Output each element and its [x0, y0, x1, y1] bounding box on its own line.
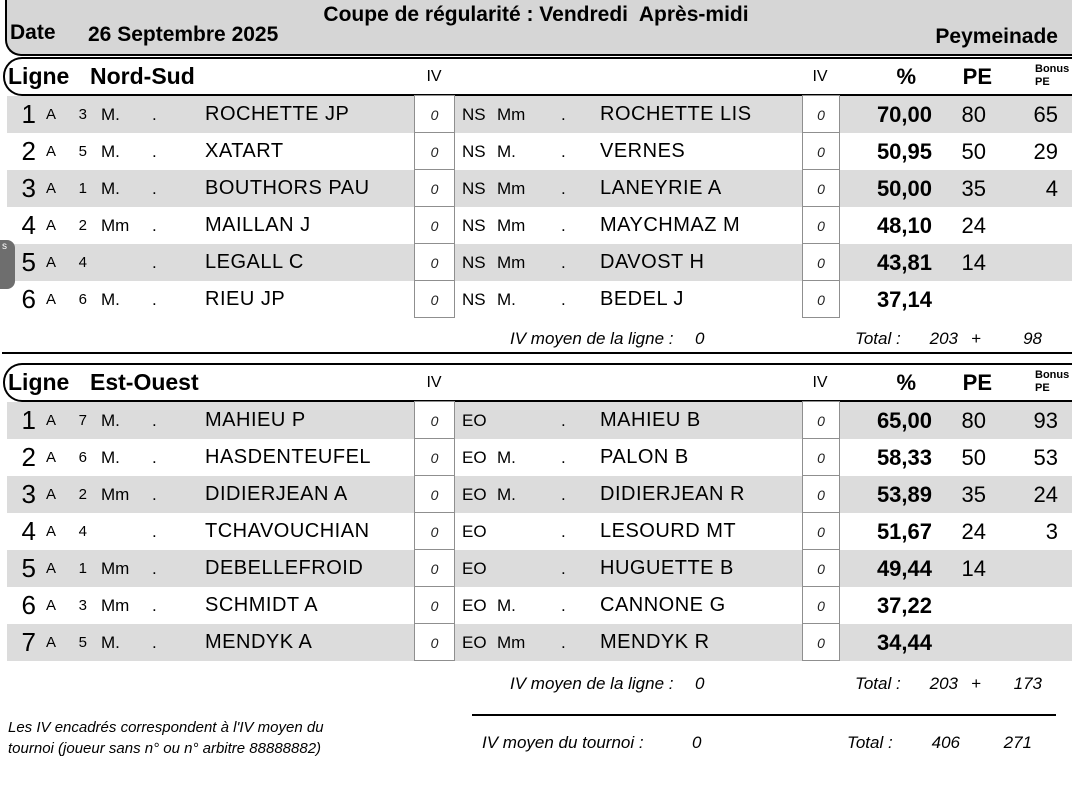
player2-iv-box: 0 [802, 438, 840, 476]
player1-title: Mm [101, 596, 130, 615]
series-letter: A [46, 254, 57, 271]
line-avg-label: IV moyen de la ligne : [510, 674, 674, 693]
player1-iv-box: 0 [414, 549, 455, 587]
result-row [0, 170, 1072, 207]
direction-label: NS [462, 105, 486, 124]
player1-name: XATART [205, 140, 284, 162]
pe-value: 14 [961, 556, 986, 581]
player2-title: M. [497, 290, 516, 309]
col-header-iv1: IV [426, 374, 442, 391]
table-number: 5 [78, 143, 87, 160]
rank-number: 2 [21, 442, 36, 472]
player2-title: Mm [497, 179, 526, 198]
rank-number: 5 [21, 553, 36, 583]
player2-title: M. [497, 448, 516, 467]
table-number: 2 [78, 486, 87, 503]
result-row [0, 513, 1072, 550]
player1-iv-box: 0 [414, 401, 455, 439]
bonus-pe-value: 24 [1033, 482, 1058, 507]
player1-dot: . [152, 253, 157, 272]
direction-label: EO [462, 485, 487, 504]
player2-name: PALON B [600, 446, 689, 468]
series-letter: A [46, 560, 57, 577]
player2-iv-box: 0 [802, 206, 840, 244]
result-row [0, 281, 1072, 318]
player1-name: DEBELLEFROID [205, 557, 364, 579]
player1-dot: . [152, 559, 157, 578]
table-number: 1 [78, 180, 87, 197]
player2-iv-box: 0 [802, 132, 840, 170]
direction-label: EO [462, 522, 487, 541]
direction-label: NS [462, 253, 486, 272]
line-avg-label: IV moyen de la ligne : [510, 329, 674, 348]
rank-number: 4 [21, 210, 36, 240]
player2-dot: . [561, 179, 566, 198]
direction-label: EO [462, 633, 487, 652]
percent-value: 49,44 [876, 556, 932, 581]
date-label: Date [10, 21, 56, 44]
player2-iv-box: 0 [802, 280, 840, 318]
location-label: Peymeinade [935, 25, 1058, 48]
player2-iv-box: 0 [802, 586, 840, 624]
result-row [0, 624, 1072, 661]
pe-value: 80 [961, 102, 986, 127]
player1-iv-box: 0 [414, 623, 455, 661]
player2-title: Mm [497, 633, 526, 652]
player1-iv-box: 0 [414, 512, 455, 550]
bonus-pe-word: PE [1035, 382, 1050, 394]
player1-title: M. [101, 411, 120, 430]
percent-value: 58,33 [876, 445, 932, 470]
line-name: Est-Ouest [90, 369, 199, 395]
line-total-pe: 203 [929, 674, 958, 693]
pe-value: 50 [961, 445, 986, 470]
result-row [0, 244, 1072, 281]
result-row [0, 550, 1072, 587]
player1-iv-box: 0 [414, 206, 455, 244]
player1-title: M. [101, 105, 120, 124]
pe-value: 35 [961, 176, 986, 201]
player2-name: HUGUETTE B [600, 557, 734, 579]
player1-title: M. [101, 633, 120, 652]
line-label: Ligne [8, 369, 70, 395]
line-total-label: Total : [855, 674, 901, 693]
player1-dot: . [152, 411, 157, 430]
result-row [0, 133, 1072, 170]
percent-value: 43,81 [876, 250, 932, 275]
series-letter: A [46, 449, 57, 466]
percent-value: 50,95 [876, 139, 932, 164]
player2-iv-box: 0 [802, 475, 840, 513]
player1-name: MAHIEU P [205, 409, 306, 431]
col-header-percent: % [896, 64, 916, 89]
bonus-pe-value: 4 [1045, 176, 1058, 201]
player1-name: TCHAVOUCHIAN [205, 520, 370, 542]
player1-title: M. [101, 448, 120, 467]
bonus-pe-value [1000, 244, 1058, 281]
player1-dot: . [152, 485, 157, 504]
footer-divider-line [472, 714, 1056, 716]
player1-iv-box: 0 [414, 280, 455, 318]
pe-value [930, 624, 986, 661]
player1-name: RIEU JP [205, 288, 286, 310]
table-number: 1 [78, 560, 87, 577]
footnote-line2: tournoi (joueur sans n° ou n° arbitre 88888882) [8, 740, 322, 757]
col-header-iv1: IV [426, 68, 442, 85]
player2-title: Mm [497, 216, 526, 235]
line-average-row-ns [0, 326, 1072, 352]
player1-name: ROCHETTE JP [205, 103, 350, 125]
bonus-word: Bonus [1035, 369, 1070, 381]
player2-title: Mm [497, 253, 526, 272]
player2-title: M. [497, 485, 516, 504]
player2-dot: . [561, 633, 566, 652]
player1-iv-box: 0 [414, 586, 455, 624]
tournament-avg-value: 0 [692, 733, 702, 752]
player1-dot: . [152, 142, 157, 161]
series-letter: A [46, 180, 57, 197]
direction-label: EO [462, 411, 487, 430]
bonus-pe-value: 65 [1033, 102, 1058, 127]
line-total-label: Total : [855, 329, 901, 348]
col-header-pe: PE [962, 64, 992, 89]
col-header-percent: % [896, 370, 916, 395]
table-number: 7 [78, 412, 87, 429]
player1-name: BOUTHORS PAU [205, 177, 370, 199]
line-total-bonus: 173 [1013, 674, 1042, 693]
player1-iv-box: 0 [414, 438, 455, 476]
player1-dot: . [152, 290, 157, 309]
player1-name: MENDYK A [205, 631, 313, 653]
line-total-bonus: 98 [1023, 329, 1042, 348]
percent-value: 70,00 [876, 102, 932, 127]
player2-dot: . [561, 290, 566, 309]
player2-dot: . [561, 253, 566, 272]
player1-iv-box: 0 [414, 475, 455, 513]
edge-tab[interactable] [0, 240, 15, 289]
player2-name: BEDEL J [600, 288, 684, 310]
bonus-pe-value [1000, 624, 1058, 661]
col-header-bonus-pe [1008, 369, 1070, 394]
section-header-nord-sud [3, 57, 1072, 96]
result-row [0, 439, 1072, 476]
player2-name: ROCHETTE LIS [600, 103, 752, 125]
bonus-pe-value: 29 [1033, 139, 1058, 164]
player2-iv-box: 0 [802, 95, 840, 133]
player2-name: LESOURD MT [600, 520, 737, 542]
player2-dot: . [561, 485, 566, 504]
plus-sign: + [971, 329, 981, 348]
direction-label: NS [462, 290, 486, 309]
direction-label: EO [462, 448, 487, 467]
percent-value: 48,10 [876, 213, 932, 238]
line-average-row-eo [0, 671, 1072, 697]
player1-name: SCHMIDT A [205, 594, 319, 616]
player2-iv-box: 0 [802, 623, 840, 661]
direction-label: NS [462, 142, 486, 161]
player2-name: MAHIEU B [600, 409, 701, 431]
player1-dot: . [152, 216, 157, 235]
table-number: 5 [78, 634, 87, 651]
player1-dot: . [152, 179, 157, 198]
direction-label: NS [462, 179, 486, 198]
player2-title: M. [497, 142, 516, 161]
table-nord-sud [0, 96, 1072, 318]
edge-tab-label: s [2, 241, 7, 252]
player1-iv-box: 0 [414, 169, 455, 207]
tournament-total-pe: 406 [931, 733, 960, 752]
rank-number: 6 [21, 284, 36, 314]
table-number: 2 [78, 217, 87, 234]
player2-title: Mm [497, 105, 526, 124]
bonus-pe-value: 93 [1033, 408, 1058, 433]
col-header-iv2: IV [812, 68, 828, 85]
pe-value: 14 [961, 250, 986, 275]
header-band-inner [0, 2, 1072, 58]
player2-name: MAYCHMAZ M [600, 214, 741, 236]
player2-name: DAVOST H [600, 251, 705, 273]
player1-dot: . [152, 448, 157, 467]
rank-number: 2 [21, 136, 36, 166]
result-row [0, 207, 1072, 244]
rank-number: 1 [21, 99, 36, 129]
percent-value: 37,14 [876, 287, 932, 312]
table-number: 3 [78, 597, 87, 614]
percent-value: 37,22 [876, 593, 932, 618]
line-total-pe: 203 [929, 329, 958, 348]
bonus-pe-value [1000, 281, 1058, 318]
direction-label: EO [462, 559, 487, 578]
table-number: 4 [78, 523, 87, 540]
player1-iv-box: 0 [414, 132, 455, 170]
player2-dot: . [561, 105, 566, 124]
result-row [0, 476, 1072, 513]
result-row [0, 402, 1072, 439]
bonus-word: Bonus [1035, 63, 1070, 75]
rank-number: 6 [21, 590, 36, 620]
bonus-pe-value [1000, 587, 1058, 624]
line-name: Nord-Sud [90, 63, 195, 89]
direction-label: NS [462, 216, 486, 235]
pe-value [930, 281, 986, 318]
player1-dot: . [152, 596, 157, 615]
section-header-inner [0, 59, 1072, 94]
table-number: 6 [78, 291, 87, 308]
player1-dot: . [152, 105, 157, 124]
player1-title: Mm [101, 485, 130, 504]
percent-value: 34,44 [876, 630, 932, 655]
bonus-pe-value: 3 [1045, 519, 1058, 544]
player2-name: DIDIERJEAN R [600, 483, 745, 505]
pe-value [930, 587, 986, 624]
series-letter: A [46, 143, 57, 160]
rank-number: 3 [21, 479, 36, 509]
player1-name: DIDIERJEAN A [205, 483, 348, 505]
tournament-total-bonus: 271 [1003, 733, 1032, 752]
player1-title: Mm [101, 216, 130, 235]
player1-name: MAILLAN J [205, 214, 311, 236]
player2-iv-box: 0 [802, 401, 840, 439]
bonus-pe-word: PE [1035, 76, 1050, 88]
series-letter: A [46, 217, 57, 234]
direction-label: EO [462, 596, 487, 615]
bonus-pe-value [1000, 207, 1058, 244]
tournament-total-label: Total : [847, 733, 893, 752]
series-letter: A [46, 523, 57, 540]
player2-name: VERNES [600, 140, 686, 162]
table-number: 4 [78, 254, 87, 271]
rank-number: 7 [21, 627, 36, 657]
percent-value: 50,00 [876, 176, 932, 201]
pe-value: 24 [961, 213, 986, 238]
rank-number: 5 [21, 247, 36, 277]
player2-iv-box: 0 [802, 243, 840, 281]
section-header-inner [0, 365, 1072, 400]
pe-value: 80 [961, 408, 986, 433]
player1-iv-box: 0 [414, 243, 455, 281]
player2-dot: . [561, 559, 566, 578]
player2-iv-box: 0 [802, 512, 840, 550]
iv-footnote [8, 717, 324, 759]
player2-iv-box: 0 [802, 549, 840, 587]
bonus-pe-value [1000, 550, 1058, 587]
player2-name: LANEYRIE A [600, 177, 722, 199]
pe-value: 50 [961, 139, 986, 164]
line-label: Ligne [8, 63, 70, 89]
col-header-pe: PE [962, 370, 992, 395]
table-est-ouest [0, 402, 1072, 661]
player1-title: M. [101, 290, 120, 309]
player1-dot: . [152, 522, 157, 541]
player2-iv-box: 0 [802, 169, 840, 207]
rank-number: 1 [21, 405, 36, 435]
player2-dot: . [561, 411, 566, 430]
player1-title: M. [101, 179, 120, 198]
percent-value: 53,89 [876, 482, 932, 507]
table-number: 6 [78, 449, 87, 466]
footnote-line1: Les IV encadrés correspondent à l'IV moyen du [8, 719, 324, 736]
player2-name: CANNONE G [600, 594, 726, 616]
percent-value: 51,67 [876, 519, 932, 544]
player1-title: Mm [101, 559, 130, 578]
player1-name: LEGALL C [205, 251, 304, 273]
percent-value: 65,00 [876, 408, 932, 433]
player2-dot: . [561, 596, 566, 615]
player2-title: M. [497, 596, 516, 615]
player2-dot: . [561, 522, 566, 541]
col-header-bonus-pe [1008, 63, 1070, 88]
rank-number: 4 [21, 516, 36, 546]
series-letter: A [46, 412, 57, 429]
date-value: 26 Septembre 2025 [88, 23, 279, 46]
player1-dot: . [152, 633, 157, 652]
rank-number: 3 [21, 173, 36, 203]
section-divider-line [2, 352, 1072, 354]
player2-dot: . [561, 448, 566, 467]
series-letter: A [46, 291, 57, 308]
section-header-est-ouest [3, 363, 1072, 402]
pe-value: 35 [961, 482, 986, 507]
series-letter: A [46, 486, 57, 503]
player1-name: HASDENTEUFEL [205, 446, 372, 468]
page-title: Coupe de régularité : Vendredi Après-midi [323, 3, 749, 26]
tournament-avg-label: IV moyen du tournoi : [482, 733, 644, 752]
pe-value: 24 [961, 519, 986, 544]
line-avg-value: 0 [695, 329, 705, 348]
bonus-pe-value: 53 [1033, 445, 1058, 470]
series-letter: A [46, 106, 57, 123]
plus-sign: + [971, 674, 981, 693]
result-row [0, 96, 1072, 133]
player2-dot: . [561, 216, 566, 235]
series-letter: A [46, 634, 57, 651]
player1-iv-box: 0 [414, 95, 455, 133]
table-number: 3 [78, 106, 87, 123]
line-avg-value: 0 [695, 674, 705, 693]
player2-name: MENDYK R [600, 631, 710, 653]
series-letter: A [46, 597, 57, 614]
col-header-iv2: IV [812, 374, 828, 391]
result-row [0, 587, 1072, 624]
player2-dot: . [561, 142, 566, 161]
header-band [5, 0, 1072, 56]
player1-title: M. [101, 142, 120, 161]
